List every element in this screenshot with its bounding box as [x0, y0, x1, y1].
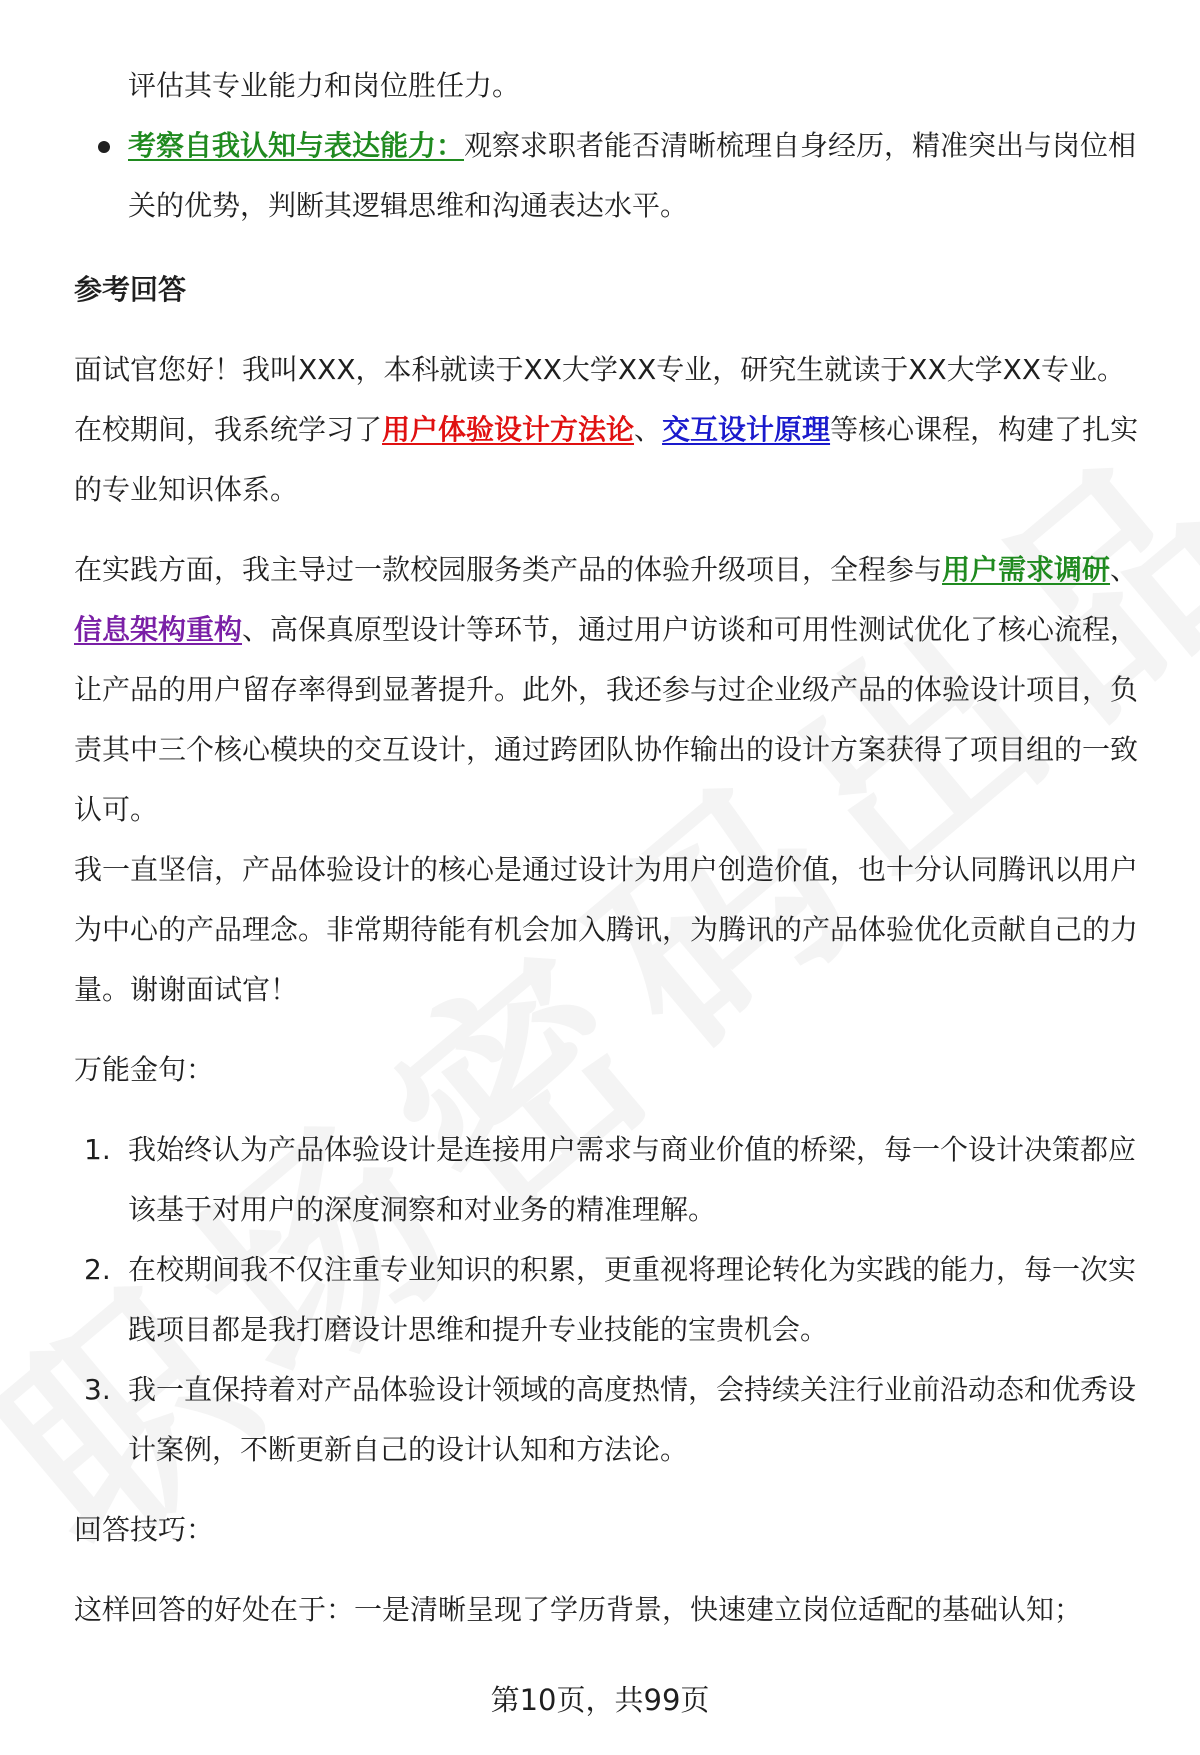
bullet-dot-icon: [98, 141, 110, 153]
list-item-text: 在校期间我不仅注重专业知识的积累，更重视将理论转化为实践的能力，每一次实践项目都是我打磨设计思维和提升专业技能的宝贵机会。: [128, 1253, 1137, 1346]
tips-text: 这样回答的好处在于：一是清晰呈现了学历背景，快速建立岗位适配的基础认知；: [74, 1593, 1083, 1626]
paragraph-text: 、高保真原型设计等环节，通过用户访谈和可用性测试优化了核心流程，让产品的用户留存率得到显著提升。此外，我还参与过企业级产品的体验设计项目，负责其中三个核心模块的交互设计，通过跨团队协作输出的设计方案获得了项目组的一致认可。: [74, 613, 1139, 826]
highlight-user-research: 用户需求调研: [942, 553, 1111, 586]
continuation-line: 评估其专业能力和岗位胜任力。: [128, 69, 521, 102]
list-item: [74, 1120, 1149, 1240]
paragraph-text: 等核心课程，构建了扎实的专业知识体系。: [74, 413, 1139, 506]
paragraph-text: 面试官您好！我叫XXX，本科就读于XX大学XX专业，研究生就读于XX大学XX专业。在校期间，我系统学习了: [74, 353, 1126, 446]
reference-heading: 参考回答: [74, 273, 187, 306]
paragraph-text: 、: [1110, 553, 1139, 586]
paragraph-intro: [74, 340, 1149, 520]
list-number: 1.: [84, 1133, 111, 1166]
document-content: [74, 56, 1149, 1640]
list-item-text: 我始终认为产品体验设计是连接用户需求与商业价值的桥梁，每一个设计决策都应该基于对用户的深度洞察和对业务的精准理解。: [128, 1133, 1137, 1226]
tips-heading: 回答技巧：: [74, 1513, 215, 1546]
bullet-text: 观察求职者能否清晰梳理自身经历，精准突出与岗位相关的优势，判断其逻辑思维和沟通表达水平。: [128, 129, 1137, 222]
highlight-interaction-design: 交互设计原理: [662, 413, 831, 446]
highlight-info-architecture: 信息架构重构: [74, 613, 243, 646]
list-number: 3.: [84, 1373, 111, 1406]
highlight-ux-methodology: 用户体验设计方法论: [382, 413, 635, 446]
paragraph-practice: [74, 540, 1149, 840]
paragraph-text: 在实践方面，我主导过一款校园服务类产品的体验升级项目，全程参与: [74, 553, 943, 586]
list-item: [74, 1240, 1149, 1360]
page-number-footer: 第10页，共99页: [490, 1683, 710, 1717]
bullet-highlight: 考察自我认知与表达能力：: [128, 129, 465, 162]
golden-sentences-list: [74, 1120, 1149, 1480]
list-item: [74, 1360, 1149, 1480]
list-item-text: 我一直保持着对产品体验设计领域的高度热情，会持续关注行业前沿动态和优秀设计案例，不断更新自己的设计认知和方法论。: [128, 1373, 1137, 1466]
paragraph-text: 、: [634, 413, 663, 446]
list-number: 2.: [84, 1253, 111, 1286]
paragraph-closing: 我一直坚信，产品体验设计的核心是通过设计为用户创造价值，也十分认同腾讯以用户为中心的产品理念。非常期待能有机会加入腾讯，为腾讯的产品体验优化贡献自己的力量。谢谢面试官！: [74, 853, 1139, 1006]
golden-sentences-heading: 万能金句：: [74, 1053, 215, 1086]
bullet-item: [74, 116, 1149, 236]
